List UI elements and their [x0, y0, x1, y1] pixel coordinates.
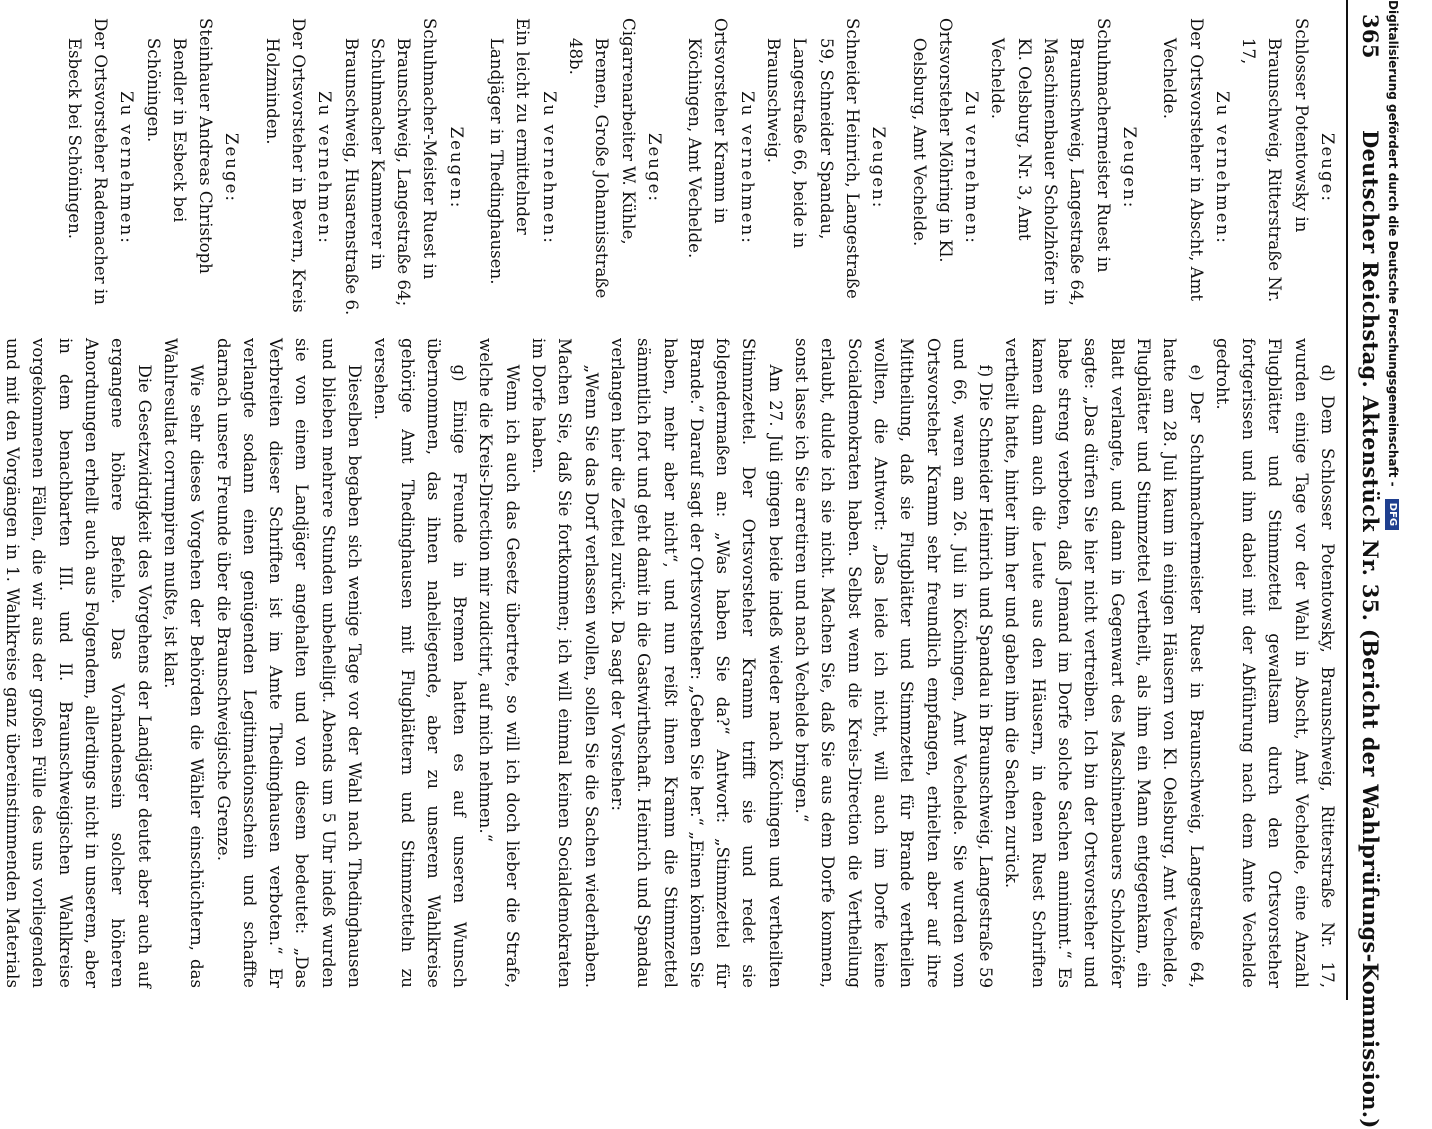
examine-label: Zu vernehmen:: [737, 91, 757, 245]
digitization-credit: [1382, 0, 1404, 1000]
witness-entry: Cigarrenarbeiter W. Kühle, Bremen, Große Johannisstraße 48b.: [565, 18, 638, 299]
witness-block: [258, 18, 468, 318]
report-column: [3, 338, 1340, 988]
report-paragraph: f) Die Schneider Heinrich und Spandau in Braunschweig, Langestraße 59 und 66, waren am 26. Juli in Köchingen, Amt Vechelde. Sie wurden vom Ortsvorsteher Kramm sehr freundlich empfangen, erhielten aber auf ihre Mittheilung, daß sie Flugblätter und Stimmzettel für Brande vertheilen wollten, die Antwort: „Das leide ich nicht, will auch im Dorfe keine Socialdemokraten haben. Selbst wenn die Kreis-Direction die Vertheilung erlaubt, dulde ich sie nicht. Machen Sie, daß Sie aus dem Dorfe kommen, sonst lasse ich Sie arretiren und nach Vechelde bringen.“: [792, 338, 996, 988]
witness-block: [60, 18, 244, 318]
examine-label: Zu vernehmen:: [539, 91, 559, 245]
witness-block: [681, 18, 891, 318]
witness-entry: Schlosser Potentowsky in Braunschweig, Ritterstraße Nr. 17,: [1239, 18, 1311, 303]
witness-label: Zeugen:: [446, 126, 466, 210]
witness-label: Zeuge:: [222, 132, 242, 204]
report-paragraph: Die Gesetzwidrigkeit des Vorgehens der Landjäger deutet aber auch auf ergangene höhere Befehle. Das Vorhandensein solcher höheren Anordnungen erhellt auch aus Folgendem, allerdings nicht in unserem, aber in dem benachbarten III. und II. Braunschweigischen Wahlkreise vorgekommenen Fällen, die wir aus der großen Fülle des uns vorliegenden und mit den Vorgängen in 1. Wahlkreise ganz übereinstimmenden Materials: [3, 338, 154, 988]
witness-entry: Schneider Heinrich, Langestraße 59, Schneider Spandau, Langestraße 66, beide in Braunschweig.: [764, 18, 862, 299]
witness-label: Zeugen:: [869, 126, 889, 210]
report-paragraph: Am 27. Juli gingen beide indeß wieder nach Köchingen und vertheilten Stimmzettel. Der Ortsvorsteher Kramm trifft sie und redet sie folgendermaßen an: „Was haben Sie da?“ Antwort: „Stimmzettel für Brande.“ Darauf sagt der Ortsvorsteher: „Geben Sie her.“ „Einen können Sie haben, mehr aber nicht“, und nun reißt ihnen Kramm die Stimmzettel sämmtlich fort und geht damit in die Gastwirthschaft. Heinrich und Spandau verlangen hier die Zettel zurück. Da sagt der Vorsteher:: [607, 338, 785, 988]
credit-text: Digitalisierung gefördert durch die Deutsche Forschungsgemeinschaft -: [1386, 0, 1400, 487]
examine-label: Zu vernehmen:: [117, 91, 137, 245]
report-paragraph: Wie sehr dieses Vorgehen der Behörden die Wähler einschüchtern, das Wahlresultat corrumpiren mußte, ist klar.: [160, 338, 207, 988]
examine-label: Zu vernehmen:: [1212, 91, 1232, 245]
page-number: 365: [1358, 14, 1383, 59]
examine-entry: Ein leicht zu ermittelnder Landjäger in Thedinghausen.: [487, 18, 533, 285]
dfg-logo: DFG: [1386, 499, 1400, 530]
witness-block: [483, 18, 667, 318]
witness-label: Zeuge:: [644, 132, 664, 204]
examine-entry: Der Ortsvorsteher in Abscht, Amt Vechelde.: [1160, 18, 1206, 302]
report-paragraph: g) Einige Freunde in Bremen hatten es auf unseren Wunsch übernommen, das ihnen naheliegende, aber zu unserem Wahlkreise gehörige Amt Thedinghausen mit Flugblättern und Stimmzetteln zu versehen.: [371, 338, 470, 988]
running-title: Deutscher Reichstag. Aktenstück Nr. 35. (Bericht der Wahlprüfungs-Kommission.): [1358, 130, 1383, 1129]
examine-label: Zu vernehmen:: [962, 91, 982, 245]
witness-entry: Steinhauer Andreas Christoph Bendler in Esbeck bei Schöningen.: [143, 18, 216, 274]
report-paragraph: „Wenn Sie das Dorf verlassen wollen, sollen Sie die Sachen wiederhaben. Machen Sie, daß Sie fortkommen; ich will einmal keinen Socialdemokraten im Dorfe haben.: [529, 338, 601, 988]
witness-block: [1156, 18, 1340, 318]
examine-entry: Ortsvorsteher Kramm in Köchingen, Amt Vechelde.: [685, 18, 731, 259]
report-paragraph: Dieselben begaben sich wenige Tage vor der Wahl nach Thedinghausen und blieben mehrere Stunden unbehelligt. Abends um 5 Uhr indeß wurden sie von einem Landjäger angehalten und von diesem bedeutet: „Das Verbreiten dieser Schriften ist im Amte Thedinghausen verboten.“ Er verlangte sodann einen genügenden Legitimationsschein und schaffte darnach unsere Freunde über die Braunschweigische Grenze.: [213, 338, 365, 988]
report-paragraph: Wenn ich auch das Gesetz übertrete, so will ich doch lieber die Strafe, welche die Kreis-Direction mir zudictirt, auf mich nehmen.“: [476, 338, 522, 988]
examine-entry: Der Ortsvorsteher in Bevern, Kreis Holzminden.: [262, 18, 309, 313]
witness-entry: Schuhmacher-Meister Ruest in Braunschweig, Langestraße 64; Schuhmacher Kammerer in Braunschweig, Husarenstraße 6.: [341, 18, 440, 316]
witness-column: [20, 18, 1340, 318]
witness-block: [905, 18, 1142, 318]
report-paragraph: e) Der Schuhmachermeister Ruest in Braunschweig, Langestraße 64, hatte am 28. Juli kaum in einigen Häusern von Kl. Oelsburg, Amt Vechelde, Flugblätter und Stimmzettel vertheilt, als ihm ein Mann entgegenkam, ein Blatt verlangte, und dann in Gegenwart des Maschinenbauers Scholzhöfer sagte: „Das dürfen Sie hier nicht vertreiben. Ich bin der Ortsvorsteher und habe streng verboten, daß Jemand im Dorfe solche Sachen annimmt.“ Es kamen dann auch die Leute aus den Häusern, in denen Ruest Schriften vertheilt hatte, hinter ihm her und gaben ihm die Sachen zurück.: [1002, 338, 1206, 988]
examine-entry: Der Ortsvorsteher Rademacher in Esbeck bei Schöningen.: [64, 18, 110, 305]
report-paragraph: d) Dem Schlosser Potentowsky, Braunschweig, Ritterstraße Nr. 17, wurden einige Tage vor der Wahl in Abscht, Amt Vechelde, eine Anzahl Flugblätter und Stimmzettel gewaltsam durch den Ortsvorsteher fortgerissen und ihm dabei mit der Abführung nach dem Amte Vechelde gedroht.: [1212, 338, 1337, 988]
witness-entry: Schuhmachermeister Ruest in Braunschweig, Langestraße 64, Maschinenbauer Scholzhöfer in Kl. Oelsburg, Nr. 3, Amt Vechelde.: [988, 18, 1113, 306]
witness-label: Zeuge:: [1318, 132, 1337, 204]
examine-entry: Ortsvorsteher Möhring in Kl. Oelsburg, Amt Vechelde.: [909, 18, 955, 263]
examine-label: Zu vernehmen:: [315, 91, 335, 245]
witness-label: Zeugen:: [1119, 126, 1139, 210]
